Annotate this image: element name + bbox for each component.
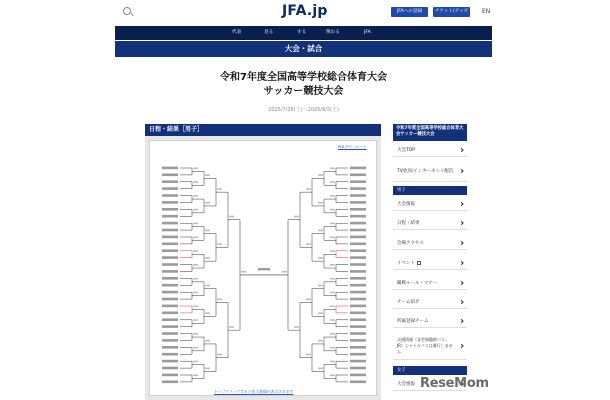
team-name-right-20 <box>350 305 366 308</box>
final-label <box>258 268 270 270</box>
team-name-right-10 <box>350 236 366 239</box>
team-name-left-25 <box>162 339 178 342</box>
nav-item-jfa[interactable]: JFA <box>364 30 371 35</box>
team-name-left-1 <box>162 174 178 177</box>
score-label <box>193 278 198 280</box>
page-title <box>115 71 492 99</box>
score-label <box>318 230 323 232</box>
sidebar-item-men-schedule[interactable] <box>393 216 467 230</box>
score-label <box>330 167 335 169</box>
score-label <box>205 174 210 176</box>
score-label <box>205 202 210 204</box>
page-title-line1: 令和7年度全国高等学校総合体育大会 <box>220 72 387 83</box>
resemom-watermark: ReseMom <box>420 376 489 391</box>
team-name-left-9 <box>162 229 178 232</box>
score-label <box>330 292 335 294</box>
sidebar-item-label: 大会情報 <box>397 381 415 387</box>
team-name-right-31 <box>350 381 366 384</box>
team-name-right-4 <box>350 194 366 197</box>
sidebar-item-event[interactable] <box>393 256 467 270</box>
chevron-right-icon <box>459 260 463 264</box>
score-label <box>318 340 323 342</box>
score-label <box>205 230 210 232</box>
team-name-left-3 <box>162 187 178 190</box>
score-label <box>193 264 198 266</box>
score-label <box>330 305 335 307</box>
team-name-left-13 <box>162 256 178 259</box>
score-label <box>229 216 234 218</box>
sidebar-subheader-men: 男子 <box>393 186 467 195</box>
score-label <box>330 209 335 211</box>
score-label <box>330 361 335 363</box>
score-label <box>318 257 323 259</box>
team-name-left-27 <box>162 353 178 356</box>
team-name-right-26 <box>350 346 366 349</box>
team-name-right-11 <box>350 243 366 246</box>
team-name-left-18 <box>162 291 178 294</box>
team-name-right-18 <box>350 291 366 294</box>
sidebar-item-label: イベント <box>397 260 415 266</box>
score-label <box>330 319 335 321</box>
page-title-line2: サッカー競技大会 <box>263 86 344 97</box>
chevron-right-icon <box>459 220 463 224</box>
team-name-right-2 <box>350 180 366 183</box>
score-label <box>193 333 198 335</box>
team-name-left-30 <box>162 374 178 377</box>
team-name-left-5 <box>162 201 178 204</box>
team-name-right-12 <box>350 249 366 252</box>
score-label <box>318 312 323 314</box>
sidebar-item-registered-teams[interactable] <box>393 314 467 328</box>
sidebar-item-label: 所属登録チーム <box>397 318 429 324</box>
team-name-left-28 <box>162 360 178 363</box>
team-name-right-17 <box>350 284 366 287</box>
team-name-left-21 <box>162 312 178 315</box>
score-label <box>205 340 210 342</box>
team-name-right-30 <box>350 374 366 377</box>
team-name-left-14 <box>162 263 178 266</box>
score-label <box>318 174 323 176</box>
score-label <box>193 181 198 183</box>
event-date: 2025/7/26(土)〜2025/8/2(土) <box>268 107 339 113</box>
score-label <box>205 257 210 259</box>
chevron-right-icon <box>459 201 463 205</box>
chevron-right-icon <box>459 343 463 347</box>
team-name-left-31 <box>162 381 178 384</box>
score-label <box>217 299 222 301</box>
sidebar-item-team-intro[interactable] <box>393 295 467 309</box>
score-label <box>217 243 222 245</box>
team-name-right-14 <box>350 263 366 266</box>
sidebar-item-men-info[interactable] <box>393 197 467 211</box>
team-name-right-0 <box>350 167 366 170</box>
chevron-right-icon <box>459 147 463 151</box>
score-label <box>330 223 335 225</box>
sidebar-item-label: 観戦ルール・マナー <box>397 280 438 286</box>
team-name-left-29 <box>162 367 178 370</box>
score-label <box>318 202 323 204</box>
score-label <box>193 361 198 363</box>
nav-item-national-team[interactable]: 代表 <box>232 30 242 35</box>
team-name-right-3 <box>350 187 366 190</box>
team-name-right-16 <box>350 277 366 280</box>
score-label <box>330 264 335 266</box>
score-label <box>229 326 234 328</box>
score-label <box>306 354 311 356</box>
team-name-right-21 <box>350 312 366 315</box>
nav-item-involve[interactable]: 関わる <box>326 30 340 35</box>
score-label <box>306 243 311 245</box>
team-name-right-1 <box>350 174 366 177</box>
team-name-right-13 <box>350 256 366 259</box>
global-nav <box>115 26 492 40</box>
sidebar-item-traffic-info[interactable] <box>393 332 467 360</box>
enlarge-caption-link[interactable]: トップクリックすると拡大画像が表示されます <box>214 389 294 394</box>
score-label <box>294 326 299 328</box>
team-name-left-24 <box>162 332 178 335</box>
team-name-right-19 <box>350 298 366 301</box>
team-name-left-12 <box>162 249 178 252</box>
team-name-left-11 <box>162 243 178 246</box>
team-name-left-2 <box>162 180 178 183</box>
team-name-left-19 <box>162 298 178 301</box>
calendar-icon <box>417 261 421 265</box>
score-label <box>282 271 287 273</box>
sidebar-header: 令和7年度全国高等学校総合体育大会サッカー競技大会 <box>393 124 467 141</box>
chevron-right-icon <box>459 318 463 322</box>
pdf-download-link[interactable]: PDFダウンロード <box>338 145 367 149</box>
score-label <box>193 319 198 321</box>
team-name-right-9 <box>350 229 366 232</box>
search-icon[interactable] <box>123 7 131 15</box>
sidebar-item-viewing-rules[interactable] <box>393 276 467 290</box>
score-label <box>318 368 323 370</box>
team-name-left-16 <box>162 277 178 280</box>
team-name-left-4 <box>162 194 178 197</box>
tournament-bracket-image[interactable] <box>149 140 377 396</box>
score-label <box>193 374 198 376</box>
team-name-left-6 <box>162 208 178 211</box>
team-name-left-23 <box>162 325 178 328</box>
score-label <box>330 250 335 252</box>
score-label <box>193 305 198 307</box>
team-name-right-7 <box>350 215 366 218</box>
sidebar-item-tournament-top[interactable] <box>393 143 467 157</box>
team-name-left-15 <box>162 270 178 273</box>
team-name-right-29 <box>350 367 366 370</box>
team-name-right-22 <box>350 318 366 321</box>
sidebar-item-label: 大会情報 <box>397 201 415 207</box>
team-name-right-15 <box>350 270 366 273</box>
score-label <box>330 347 335 349</box>
member-registration-button[interactable]: JFAへの登録 <box>391 7 428 17</box>
team-name-left-20 <box>162 305 178 308</box>
score-label <box>330 333 335 335</box>
sidebar-item-label: 会場アクセス <box>397 240 424 246</box>
score-label <box>193 236 198 238</box>
team-name-right-25 <box>350 339 366 342</box>
team-name-right-6 <box>350 208 366 211</box>
score-label <box>205 368 210 370</box>
sidebar-item-tv-broadcast[interactable] <box>393 160 467 182</box>
team-name-right-23 <box>350 325 366 328</box>
score-label <box>205 285 210 287</box>
team-name-right-5 <box>350 201 366 204</box>
score-label <box>193 167 198 169</box>
score-label <box>330 278 335 280</box>
team-name-left-0 <box>162 167 178 170</box>
language-switch[interactable]: EN <box>482 8 491 15</box>
score-label <box>318 285 323 287</box>
score-label <box>330 374 335 376</box>
schedule-results-header: 日程・結果［男子］ <box>145 124 381 136</box>
chevron-right-icon <box>459 299 463 303</box>
sidebar-item-label: 交通情報（各会場臨時バス、JR）シャトルバスは運行しません <box>397 336 453 354</box>
team-name-left-10 <box>162 236 178 239</box>
score-label <box>217 188 222 190</box>
score-label <box>294 216 299 218</box>
score-label <box>330 181 335 183</box>
score-label <box>241 271 246 273</box>
team-name-left-17 <box>162 284 178 287</box>
score-label <box>217 354 222 356</box>
sidebar-item-label: TV放送/インターネット配信 <box>397 168 454 174</box>
sidebar-item-label: チーム紹介 <box>397 299 420 305</box>
score-label <box>193 209 198 211</box>
score-label <box>193 250 198 252</box>
nav-item-watch[interactable]: 見る <box>264 30 274 35</box>
sidebar-subheader-women: 女子 <box>393 366 467 375</box>
team-name-left-8 <box>162 222 178 225</box>
team-name-right-8 <box>350 222 366 225</box>
team-name-right-24 <box>350 332 366 335</box>
team-name-left-7 <box>162 215 178 218</box>
team-name-right-27 <box>350 353 366 356</box>
score-label <box>193 292 198 294</box>
score-label <box>205 312 210 314</box>
score-label <box>193 195 198 197</box>
sidebar-item-label: 日程・結果 <box>397 220 420 226</box>
sidebar-item-venue-access[interactable] <box>393 236 467 250</box>
score-label <box>193 347 198 349</box>
section-title-bar: 大会・試合 <box>115 41 492 57</box>
jfa-logo[interactable]: JFA.jp <box>282 3 328 19</box>
chevron-right-icon <box>459 240 463 244</box>
nav-item-play[interactable]: する <box>297 30 307 35</box>
team-name-right-28 <box>350 360 366 363</box>
score-label <box>330 236 335 238</box>
score-label <box>306 188 311 190</box>
bracket-svg <box>150 141 378 397</box>
score-label <box>330 195 335 197</box>
score-label <box>306 299 311 301</box>
chevron-right-icon <box>459 280 463 284</box>
ticket-goods-button[interactable]: チケット/グッズ <box>433 7 470 17</box>
chevron-right-icon <box>459 168 463 172</box>
sidebar-item-label: 大会TOP <box>397 147 416 153</box>
team-name-left-22 <box>162 318 178 321</box>
top-bar <box>115 0 492 22</box>
score-label <box>193 223 198 225</box>
team-name-left-26 <box>162 346 178 349</box>
